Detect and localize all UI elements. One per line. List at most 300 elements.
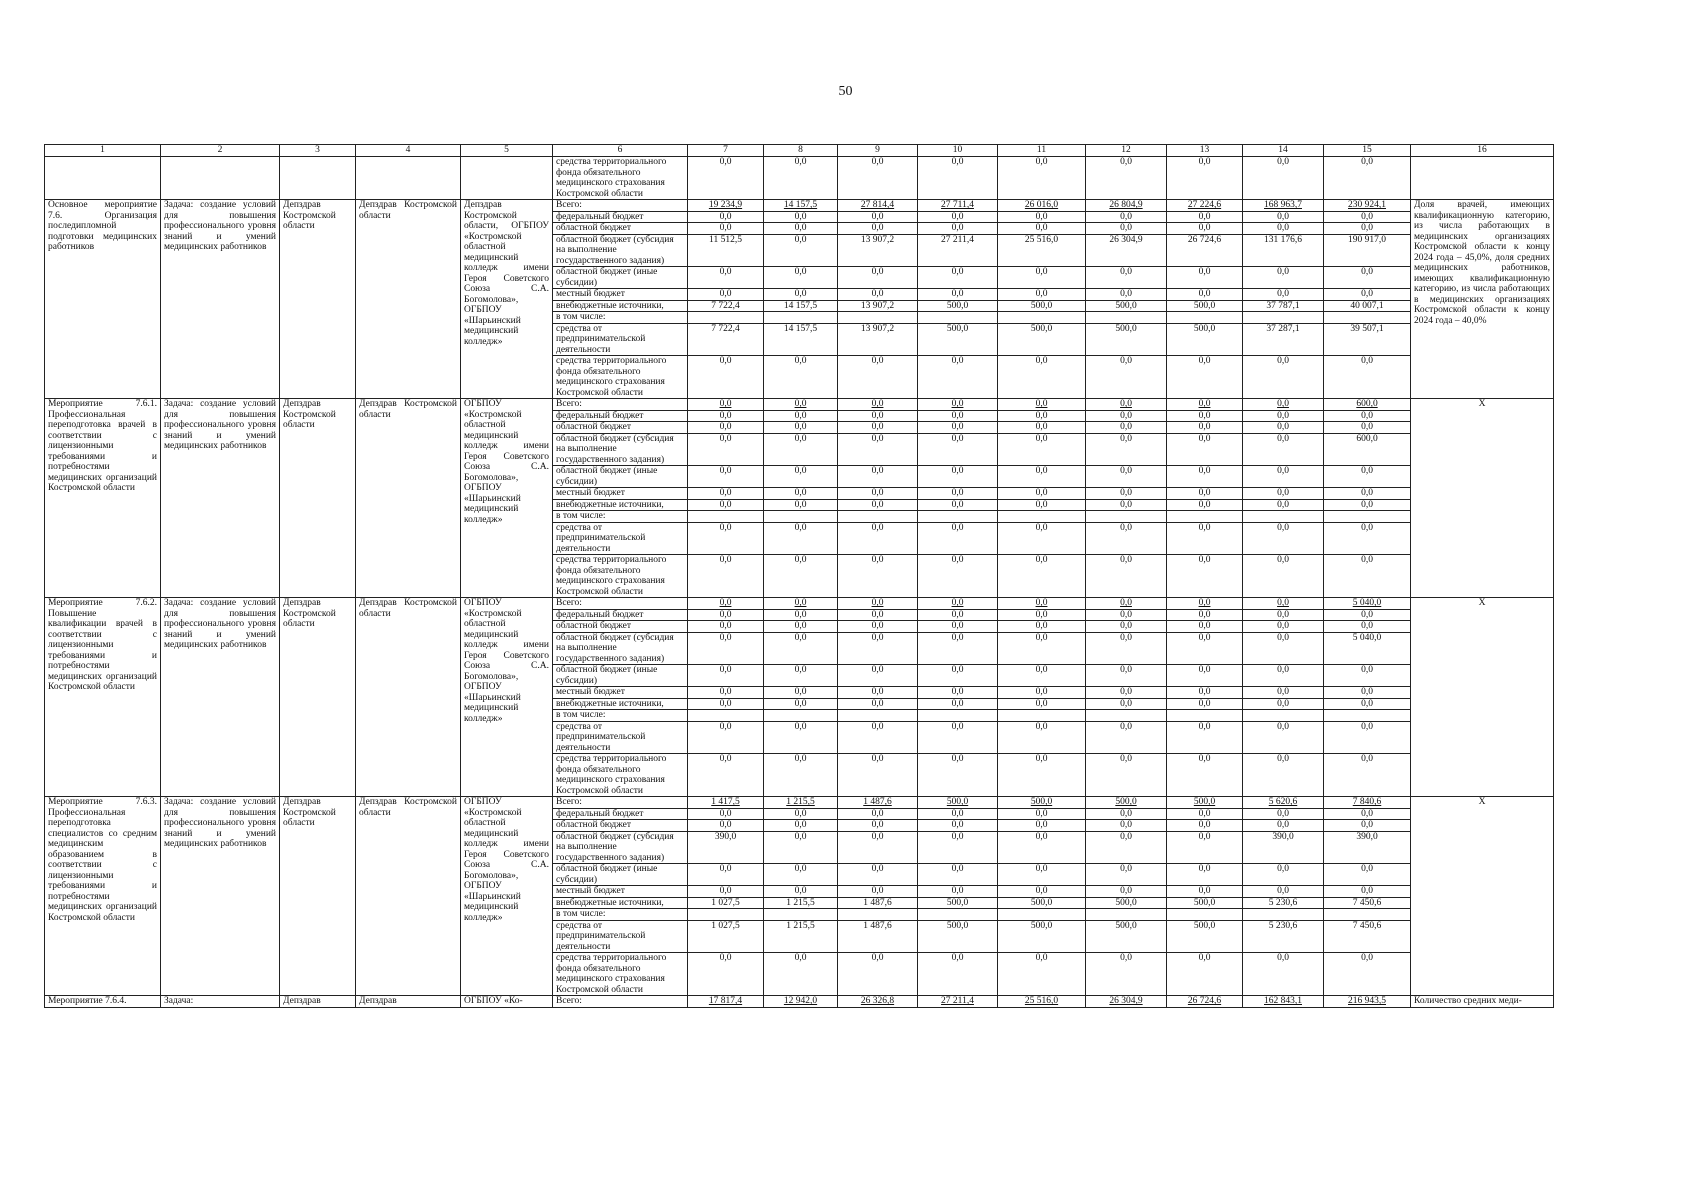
value-cell: 0,0: [1086, 422, 1167, 434]
value-cell: 0,0: [1243, 267, 1324, 289]
empty-cell: [1324, 909, 1411, 921]
value-cell: 0,0: [918, 687, 998, 699]
value-cell: 0,0: [1086, 820, 1167, 832]
value-cell: 0,0: [688, 555, 764, 598]
value-cell: 0,0: [1086, 399, 1167, 411]
value-cell: 500,0: [1167, 920, 1243, 953]
value-cell: 0,0: [1243, 665, 1324, 687]
column-header-10: 10: [918, 145, 998, 157]
funding-source: федеральный бюджет: [553, 609, 688, 621]
value-cell: 0,0: [1086, 598, 1167, 610]
empty-cell: [1243, 710, 1324, 722]
value-cell: 0,0: [764, 499, 838, 511]
value-cell: 0,0: [838, 687, 918, 699]
value-cell: 26 804,9: [1086, 200, 1167, 212]
value-cell: 0,0: [764, 820, 838, 832]
funding-source: средства территориального фонда обязательного медицинского страхования Костромской области: [553, 555, 688, 598]
value-cell: 5 230,6: [1243, 920, 1324, 953]
value-cell: 0,0: [1324, 267, 1411, 289]
value-cell: 0,0: [764, 886, 838, 898]
value-cell: 1 027,5: [688, 920, 764, 953]
empty-cell: [461, 157, 553, 200]
value-cell: 0,0: [1324, 289, 1411, 301]
funding-source: Всего:: [553, 399, 688, 411]
value-cell: 0,0: [688, 820, 764, 832]
value-cell: 0,0: [1324, 609, 1411, 621]
value-cell: 0,0: [998, 410, 1086, 422]
value-cell: 0,0: [998, 466, 1086, 488]
value-cell: 390,0: [1243, 831, 1324, 864]
value-cell: 0,0: [998, 157, 1086, 200]
empty-cell: [838, 312, 918, 324]
value-cell: 0,0: [1243, 522, 1324, 555]
value-cell: 14 157,5: [764, 300, 838, 312]
column-header-13: 13: [1167, 145, 1243, 157]
value-cell: 0,0: [998, 808, 1086, 820]
funding-source: средства от предпринимательской деятельности: [553, 721, 688, 754]
value-cell: 0,0: [1243, 488, 1324, 500]
value-cell: 0,0: [1167, 289, 1243, 301]
value-cell: 500,0: [1167, 897, 1243, 909]
value-cell: 0,0: [1086, 831, 1167, 864]
empty-cell: [918, 710, 998, 722]
value-cell: 0,0: [918, 422, 998, 434]
value-cell: 0,0: [918, 864, 998, 886]
value-cell: 0,0: [918, 223, 998, 235]
value-cell: 0,0: [764, 687, 838, 699]
funding-source: в том числе:: [553, 511, 688, 523]
value-cell: 7 840,6: [1324, 797, 1411, 809]
value-cell: 0,0: [998, 499, 1086, 511]
funding-source: местный бюджет: [553, 289, 688, 301]
value-cell: 0,0: [998, 598, 1086, 610]
value-cell: 500,0: [1086, 920, 1167, 953]
empty-cell: [998, 909, 1086, 921]
value-cell: 0,0: [764, 267, 838, 289]
funding-source: внебюджетные источники,: [553, 499, 688, 511]
empty-cell: [838, 710, 918, 722]
value-cell: 0,0: [1324, 665, 1411, 687]
empty-cell: [161, 157, 280, 200]
value-cell: 0,0: [838, 422, 918, 434]
value-cell: 7 722,4: [688, 323, 764, 356]
value-cell: 230 924,1: [1324, 200, 1411, 212]
value-cell: 0,0: [1086, 864, 1167, 886]
value-cell: 0,0: [1086, 721, 1167, 754]
value-cell: 0,0: [918, 356, 998, 399]
value-cell: 17 817,4: [688, 996, 764, 1008]
value-cell: 216 943,5: [1324, 996, 1411, 1008]
value-cell: 26 016,0: [998, 200, 1086, 212]
group-col1: Мероприятие 7.6.1. Профессиональная переподготовка врачей в соответствии с лицензионными требованиями и потребностями медицинских организаций Костромской области: [45, 399, 161, 598]
value-cell: 500,0: [1167, 797, 1243, 809]
funding-source: в том числе:: [553, 909, 688, 921]
value-cell: 500,0: [918, 323, 998, 356]
value-cell: 0,0: [1086, 356, 1167, 399]
value-cell: 0,0: [1167, 808, 1243, 820]
value-cell: 0,0: [918, 488, 998, 500]
value-cell: 0,0: [1324, 864, 1411, 886]
value-cell: 0,0: [1167, 522, 1243, 555]
value-cell: 0,0: [918, 698, 998, 710]
value-cell: 0,0: [1243, 499, 1324, 511]
value-cell: 500,0: [998, 920, 1086, 953]
value-cell: 0,0: [998, 831, 1086, 864]
value-cell: 0,0: [918, 621, 998, 633]
value-cell: 0,0: [1086, 267, 1167, 289]
funding-source: областной бюджет (иные субсидии): [553, 466, 688, 488]
value-cell: 0,0: [998, 820, 1086, 832]
value-cell: 0,0: [838, 698, 918, 710]
value-cell: 0,0: [764, 609, 838, 621]
funding-source: областной бюджет (субсидия на выполнение государственного задания): [553, 831, 688, 864]
funding-source: местный бюджет: [553, 488, 688, 500]
empty-cell: [45, 157, 161, 200]
value-cell: 0,0: [764, 555, 838, 598]
value-cell: 0,0: [1167, 698, 1243, 710]
value-cell: 7 722,4: [688, 300, 764, 312]
value-cell: 0,0: [1324, 499, 1411, 511]
value-cell: 0,0: [1243, 410, 1324, 422]
value-cell: 27 711,4: [918, 200, 998, 212]
column-header-1: 1: [45, 145, 161, 157]
value-cell: 0,0: [1243, 721, 1324, 754]
value-cell: 0,0: [688, 953, 764, 996]
empty-cell: [1167, 511, 1243, 523]
value-cell: 0,0: [998, 721, 1086, 754]
value-cell: 500,0: [1086, 300, 1167, 312]
value-cell: 0,0: [1324, 754, 1411, 797]
funding-source: Всего:: [553, 598, 688, 610]
value-cell: 0,0: [764, 433, 838, 466]
value-cell: 0,0: [1167, 223, 1243, 235]
empty-cell: [1243, 312, 1324, 324]
empty-cell: [356, 157, 461, 200]
value-cell: 0,0: [1243, 356, 1324, 399]
value-cell: 13 907,2: [838, 323, 918, 356]
funding-source: внебюджетные источники,: [553, 897, 688, 909]
value-cell: 600,0: [1324, 399, 1411, 411]
empty-cell: [838, 909, 918, 921]
value-cell: 5 230,6: [1243, 897, 1324, 909]
value-cell: 0,0: [1167, 687, 1243, 699]
value-cell: 0,0: [688, 598, 764, 610]
value-cell: 0,0: [918, 410, 998, 422]
empty-cell: [688, 710, 764, 722]
group-col2: Задача: создание условий для повышения профессионального уровня знаний и умений медицинских работников: [161, 200, 280, 399]
value-cell: 0,0: [838, 953, 918, 996]
value-cell: 0,0: [838, 157, 918, 200]
group-col3: Депздрав Костромской области: [280, 399, 356, 598]
group-col4: Депздрав Костромской области: [356, 399, 461, 598]
value-cell: 0,0: [998, 621, 1086, 633]
value-cell: 600,0: [1324, 433, 1411, 466]
value-cell: 0,0: [838, 598, 918, 610]
value-cell: 0,0: [764, 399, 838, 411]
value-cell: 0,0: [918, 466, 998, 488]
value-cell: 0,0: [688, 754, 764, 797]
funding-source: средства от предпринимательской деятельности: [553, 323, 688, 356]
value-cell: 0,0: [688, 356, 764, 399]
empty-cell: [1243, 511, 1324, 523]
value-cell: 0,0: [1243, 157, 1324, 200]
value-cell: 0,0: [688, 609, 764, 621]
value-cell: 0,0: [688, 721, 764, 754]
value-cell: 0,0: [918, 433, 998, 466]
target-indicator: X: [1411, 797, 1554, 996]
value-cell: 0,0: [838, 488, 918, 500]
value-cell: 0,0: [838, 632, 918, 665]
value-cell: 0,0: [998, 953, 1086, 996]
funding-source: средства от предпринимательской деятельности: [553, 522, 688, 555]
value-cell: 0,0: [1167, 466, 1243, 488]
empty-cell: [764, 511, 838, 523]
value-cell: 0,0: [764, 831, 838, 864]
empty-cell: [1324, 511, 1411, 523]
funding-source: федеральный бюджет: [553, 410, 688, 422]
group-col4: Депздрав Костромской области: [356, 598, 461, 797]
column-header-7: 7: [688, 145, 764, 157]
value-cell: 0,0: [1243, 953, 1324, 996]
value-cell: 0,0: [764, 289, 838, 301]
empty-cell: [998, 710, 1086, 722]
group-col3: Депздрав Костромской области: [280, 797, 356, 996]
value-cell: 0,0: [1324, 808, 1411, 820]
value-cell: 0,0: [1086, 157, 1167, 200]
value-cell: 0,0: [1167, 754, 1243, 797]
value-cell: 0,0: [1324, 466, 1411, 488]
value-cell: 0,0: [998, 555, 1086, 598]
value-cell: 0,0: [764, 864, 838, 886]
value-cell: 0,0: [1167, 433, 1243, 466]
value-cell: 25 516,0: [998, 996, 1086, 1008]
funding-source: областной бюджет: [553, 621, 688, 633]
table-row: [45, 200, 1554, 212]
value-cell: 0,0: [688, 223, 764, 235]
value-cell: 13 907,2: [838, 300, 918, 312]
value-cell: 0,0: [1243, 223, 1324, 235]
column-header-14: 14: [1243, 145, 1324, 157]
empty-cell: [1167, 909, 1243, 921]
value-cell: 500,0: [998, 797, 1086, 809]
funding-source: областной бюджет: [553, 422, 688, 434]
value-cell: 500,0: [1167, 300, 1243, 312]
funding-source: средства территориального фонда обязательного медицинского страхования Костромской области: [553, 157, 688, 200]
value-cell: 0,0: [688, 864, 764, 886]
value-cell: 0,0: [998, 433, 1086, 466]
column-header-6: 6: [553, 145, 688, 157]
value-cell: 0,0: [688, 522, 764, 555]
value-cell: 0,0: [1243, 864, 1324, 886]
funding-source: средства территориального фонда обязательного медицинского страхования Костромской области: [553, 953, 688, 996]
group-col2: Задача: создание условий для повышения профессионального уровня знаний и умений медицинских работников: [161, 399, 280, 598]
value-cell: 0,0: [1324, 223, 1411, 235]
group-col4: Депздрав: [356, 996, 461, 1008]
group-col5: Депздрав Костромской области, ОГБПОУ «Костромской областной медицинский колледж имени Героя Советского Союза С.А. Богомолова», ОГБПОУ «Шарьинский медицинский колледж»: [461, 200, 553, 399]
value-cell: 500,0: [1086, 323, 1167, 356]
value-cell: 0,0: [1324, 522, 1411, 555]
value-cell: 25 516,0: [998, 234, 1086, 267]
group-col4: Депздрав Костромской области: [356, 200, 461, 399]
value-cell: 0,0: [1086, 499, 1167, 511]
value-cell: 13 907,2: [838, 234, 918, 267]
value-cell: 0,0: [764, 808, 838, 820]
value-cell: 0,0: [764, 598, 838, 610]
value-cell: 0,0: [1086, 754, 1167, 797]
value-cell: 5 040,0: [1324, 632, 1411, 665]
value-cell: 0,0: [838, 433, 918, 466]
funding-source: областной бюджет (иные субсидии): [553, 267, 688, 289]
group-col2: Задача:: [161, 996, 280, 1008]
value-cell: 0,0: [688, 399, 764, 411]
value-cell: 0,0: [764, 211, 838, 223]
value-cell: 0,0: [1324, 886, 1411, 898]
value-cell: 0,0: [1243, 808, 1324, 820]
value-cell: 0,0: [918, 820, 998, 832]
value-cell: 5 620,6: [1243, 797, 1324, 809]
value-cell: 0,0: [764, 665, 838, 687]
column-header-2: 2: [161, 145, 280, 157]
funding-source: Всего:: [553, 996, 688, 1008]
value-cell: 0,0: [838, 831, 918, 864]
value-cell: 1 215,5: [764, 797, 838, 809]
value-cell: 0,0: [1324, 820, 1411, 832]
column-header-12: 12: [1086, 145, 1167, 157]
value-cell: 0,0: [1243, 698, 1324, 710]
value-cell: 0,0: [1086, 289, 1167, 301]
value-cell: 0,0: [998, 267, 1086, 289]
value-cell: 1 417,5: [688, 797, 764, 809]
funding-source: областной бюджет: [553, 820, 688, 832]
value-cell: 0,0: [1324, 157, 1411, 200]
value-cell: 0,0: [918, 754, 998, 797]
value-cell: 0,0: [1167, 953, 1243, 996]
value-cell: 0,0: [1243, 820, 1324, 832]
value-cell: 0,0: [918, 555, 998, 598]
funding-source: средства от предпринимательской деятельности: [553, 920, 688, 953]
value-cell: 0,0: [1167, 621, 1243, 633]
value-cell: 1 027,5: [688, 897, 764, 909]
value-cell: 0,0: [1086, 433, 1167, 466]
funding-source: областной бюджет (иные субсидии): [553, 864, 688, 886]
value-cell: 0,0: [764, 754, 838, 797]
value-cell: 0,0: [688, 665, 764, 687]
value-cell: 0,0: [1243, 289, 1324, 301]
value-cell: 37 287,1: [1243, 323, 1324, 356]
funding-source: областной бюджет: [553, 223, 688, 235]
value-cell: 5 040,0: [1324, 598, 1411, 610]
value-cell: 0,0: [1167, 410, 1243, 422]
value-cell: 0,0: [764, 698, 838, 710]
column-header-16: 16: [1411, 145, 1554, 157]
funding-source: средства территориального фонда обязательного медицинского страхования Костромской области: [553, 356, 688, 399]
value-cell: 7 450,6: [1324, 897, 1411, 909]
value-cell: 0,0: [918, 632, 998, 665]
value-cell: 0,0: [838, 522, 918, 555]
value-cell: 0,0: [1167, 632, 1243, 665]
value-cell: 0,0: [838, 864, 918, 886]
value-cell: 27 211,4: [918, 234, 998, 267]
value-cell: 0,0: [838, 820, 918, 832]
value-cell: 1 487,6: [838, 897, 918, 909]
value-cell: 0,0: [918, 953, 998, 996]
value-cell: 0,0: [998, 632, 1086, 665]
value-cell: 0,0: [998, 223, 1086, 235]
table-row: [45, 399, 1554, 411]
value-cell: 0,0: [1167, 609, 1243, 621]
value-cell: 0,0: [1086, 698, 1167, 710]
empty-cell: [1086, 909, 1167, 921]
empty-cell: [688, 909, 764, 921]
group-col3: Депздрав: [280, 996, 356, 1008]
value-cell: 0,0: [918, 289, 998, 301]
value-cell: 0,0: [1324, 356, 1411, 399]
value-cell: 26 724,6: [1167, 996, 1243, 1008]
value-cell: 0,0: [688, 422, 764, 434]
value-cell: 0,0: [918, 609, 998, 621]
value-cell: 0,0: [918, 157, 998, 200]
value-cell: 40 007,1: [1324, 300, 1411, 312]
value-cell: 0,0: [1243, 621, 1324, 633]
value-cell: 0,0: [1243, 422, 1324, 434]
value-cell: 500,0: [918, 797, 998, 809]
funding-source: федеральный бюджет: [553, 211, 688, 223]
group-col5: ОГБПОУ «Ко-: [461, 996, 553, 1008]
value-cell: 390,0: [1324, 831, 1411, 864]
value-cell: 0,0: [1324, 410, 1411, 422]
value-cell: 0,0: [688, 687, 764, 699]
value-cell: 0,0: [1324, 422, 1411, 434]
group-col2: Задача: создание условий для повышения профессионального уровня знаний и умений медицинских работников: [161, 797, 280, 996]
value-cell: 0,0: [1243, 886, 1324, 898]
value-cell: 0,0: [1243, 466, 1324, 488]
value-cell: 500,0: [998, 300, 1086, 312]
empty-cell: [764, 312, 838, 324]
value-cell: 0,0: [688, 808, 764, 820]
value-cell: 0,0: [1167, 356, 1243, 399]
empty-cell: [1086, 511, 1167, 523]
empty-cell: [1086, 312, 1167, 324]
value-cell: 0,0: [1324, 621, 1411, 633]
value-cell: 0,0: [918, 211, 998, 223]
group-col3: Депздрав Костромской области: [280, 200, 356, 399]
empty-cell: [1411, 157, 1554, 200]
value-cell: 27 814,4: [838, 200, 918, 212]
value-cell: 0,0: [688, 211, 764, 223]
empty-cell: [918, 909, 998, 921]
target-indicator: Доля врачей, имеющих квалификационную категорию, из числа работающих в медицинских организациях Костромской области к концу 2024 года – 45,0%, доля средних медицинских работников, имеющих квалификационную категорию, из числа работающих в медицинских организациях Костромской области к концу 2024 года – 40,0%: [1411, 200, 1554, 399]
value-cell: 0,0: [764, 234, 838, 267]
funding-source: областной бюджет (субсидия на выполнение государственного задания): [553, 234, 688, 267]
value-cell: 0,0: [838, 211, 918, 223]
value-cell: 0,0: [838, 886, 918, 898]
value-cell: 0,0: [764, 522, 838, 555]
value-cell: 0,0: [1167, 499, 1243, 511]
value-cell: 0,0: [688, 289, 764, 301]
value-cell: 0,0: [1324, 211, 1411, 223]
value-cell: 26 304,9: [1086, 234, 1167, 267]
value-cell: 0,0: [688, 886, 764, 898]
value-cell: 0,0: [918, 399, 998, 411]
value-cell: 0,0: [1086, 410, 1167, 422]
group-col2: Задача: создание условий для повышения профессионального уровня знаний и умений медицинских работников: [161, 598, 280, 797]
value-cell: 0,0: [764, 356, 838, 399]
value-cell: 0,0: [1167, 598, 1243, 610]
value-cell: 500,0: [1086, 797, 1167, 809]
value-cell: 0,0: [998, 609, 1086, 621]
value-cell: 0,0: [918, 886, 998, 898]
empty-cell: [1086, 710, 1167, 722]
